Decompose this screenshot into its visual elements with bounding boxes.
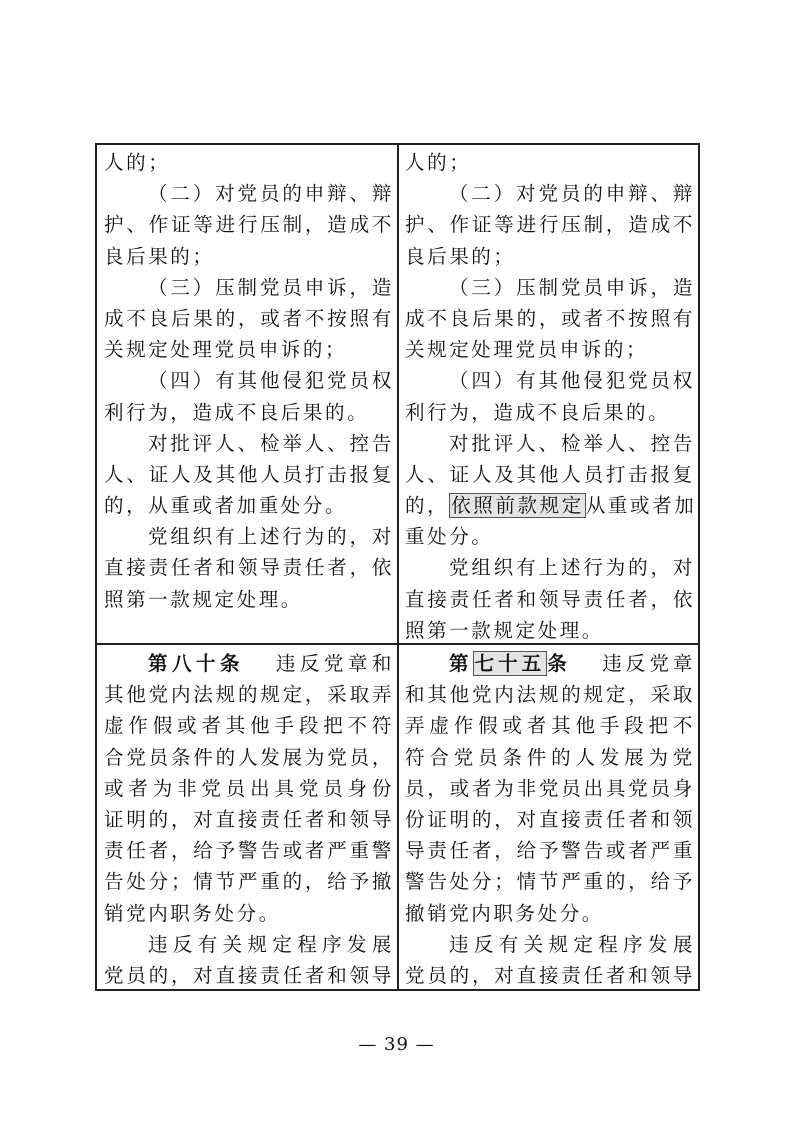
text-line: （四）有其他侵犯党员权 [148,369,394,393]
text-line: 关规定处理党员申诉的； [405,338,649,362]
text-line: 党组织有上述行为的，对 [449,556,695,580]
article-heading-line [405,648,695,679]
text-line: （三）压制党员申诉，造 [449,275,695,299]
text-line: 证明的，对直接责任者和领导 [104,807,394,831]
text-line: 告处分；情节严重的，给予撤 [104,870,394,894]
text-segment: 违反党章和 [274,652,394,675]
text-line: 直接责任者和领导责任者，依 [104,556,394,580]
cell-new-text-bottom [405,648,695,991]
text-line: 成不良后果的，或者不按照有 [405,306,695,330]
text-line: 党员的，对直接责任者和领导 [104,963,394,987]
text-line: 照第一款规定处理。 [104,587,303,611]
text-line: 护、作证等进行压制，造成不 [405,213,695,237]
text-line: 其他党内法规的规定，采取弄 [104,683,394,707]
article-label: 第八十条 [148,652,244,675]
text-line: 员，或者为非党员出具党员身 [405,776,695,800]
text-line: 人、证人及其他人员打击报复 [405,462,695,486]
text-line: 的，从重或者加重处分。 [104,494,348,518]
text-segment: 从重或者加 [585,494,697,518]
text-line: 党组织有上述行为的，对 [148,525,394,549]
text-line: （三）压制党员申诉，造 [148,275,394,299]
article-prefix: 第 [449,652,473,675]
text-line: 销党内职务处分。 [104,901,281,925]
text-line: 照第一款规定处理。 [405,618,604,642]
cell-old-text-bottom [104,648,394,991]
text-line: 符合党员条件的人发展为党 [405,745,695,769]
text-line-with-highlight [405,490,695,521]
text-line: 或者为非党员出具党员身份 [104,776,394,800]
text-line: 合党员条件的人发展为党员， [104,745,394,769]
text-line: 关规定处理党员申诉的； [104,338,348,362]
text-line: 违反有关规定程序发展 [449,932,695,956]
text-line: 人的； [405,151,472,174]
text-line: 警告处分；情节严重的，给予 [405,870,695,894]
text-line: 人、证人及其他人员打击报复 [104,462,394,486]
text-line: 重处分。 [405,525,494,549]
article-suffix: 条 [547,652,571,675]
text-line: 弄虚作假或者其他手段把不 [405,714,695,738]
text-line: 份证明的，对直接责任者和领 [405,807,695,831]
page-number: — 39 — [358,1034,435,1055]
text-line: 虚作假或者其他手段把不符 [104,714,394,738]
comparison-table [95,143,700,991]
text-line: 成不良后果的，或者不按照有 [104,306,394,330]
text-line: 人的； [104,151,171,174]
column-divider [397,145,399,989]
text-line: （二）对党员的申辩、辩 [148,182,394,206]
text-line: 利行为，造成不良后果的。 [405,400,671,424]
text-line: （四）有其他侵犯党员权 [449,369,695,393]
highlighted-article-number: 七十五 [474,652,546,675]
text-line: 护、作证等进行压制，造成不 [104,213,394,237]
cell-old-text-top [104,147,394,615]
highlighted-change: 依照前款规定 [451,494,584,518]
text-line: 利行为，造成不良后果的。 [104,400,370,424]
text-line: 撤销党内职务处分。 [405,901,604,925]
cell-new-text-top [405,147,695,646]
text-line: 良后果的； [405,244,516,268]
article-heading-line [104,648,394,679]
text-line: 党员的，对直接责任者和领导 [405,963,695,987]
text-line: 导责任者，给予警告或者严重 [405,839,695,863]
text-line: 良后果的； [104,244,215,268]
text-line: 对批评人、检举人、控告 [148,431,394,455]
text-line: 和其他党内法规的规定，采取 [405,683,695,707]
text-segment: 的， [405,494,450,518]
text-line: 违反有关规定程序发展 [148,932,394,956]
text-line: （二）对党员的申辩、辩 [449,182,695,206]
text-line: 直接责任者和领导责任者，依 [405,587,695,611]
text-line: 责任者，给予警告或者严重警 [104,839,394,863]
text-line: 对批评人、检举人、控告 [449,431,695,455]
text-segment: 违反党章 [600,652,695,675]
